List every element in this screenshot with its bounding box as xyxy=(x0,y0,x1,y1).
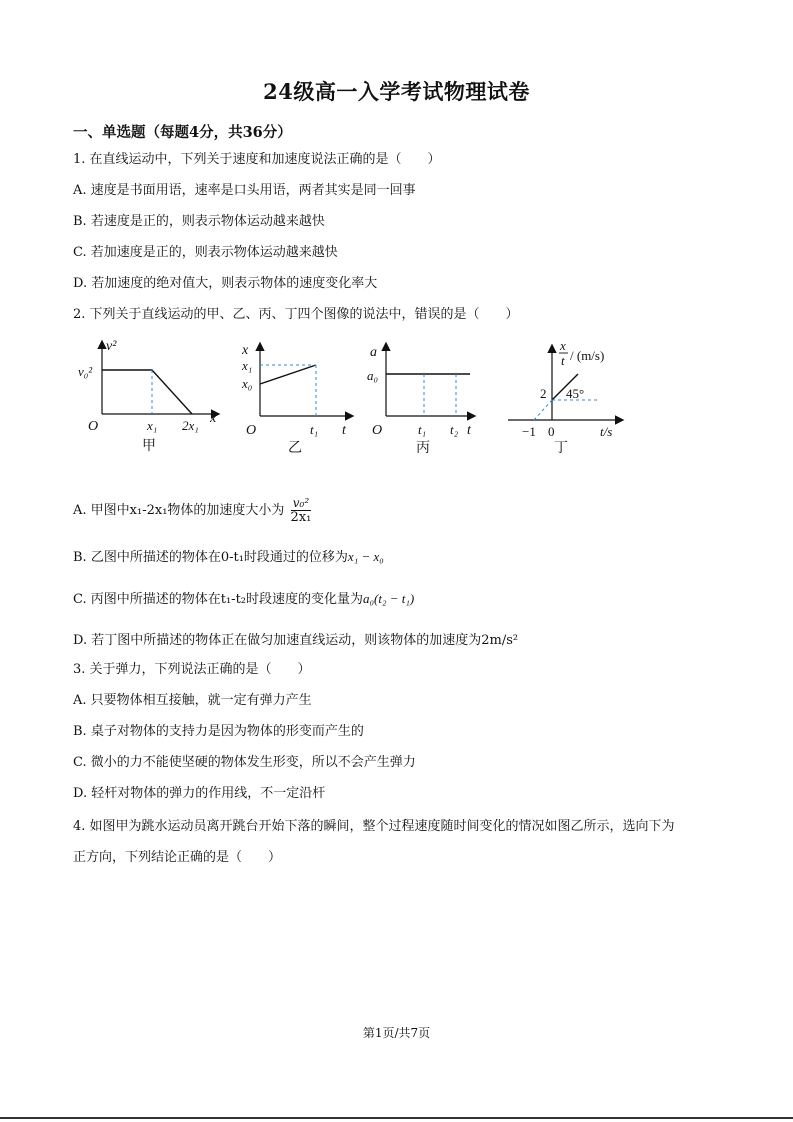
yi-caption: 乙 xyxy=(288,441,302,456)
yi-x0-label: x₀ xyxy=(242,376,253,391)
ding-zero-label: 0 xyxy=(548,424,555,439)
q2-option-c xyxy=(73,590,414,609)
jia-caption: 甲 xyxy=(142,439,156,454)
q1-option-d: D. 若加速度的绝对值大，则表示物体的速度变化率大 xyxy=(73,276,378,291)
q3-option-b: B. 桌子对物体的支持力是因为物体的形变而产生的 xyxy=(73,724,364,739)
q2-b-math: x₁ − x₀ xyxy=(347,549,384,564)
page-footer: 第1页/共7页 xyxy=(362,1026,431,1040)
ding-y-den: t xyxy=(561,353,565,368)
q2-graphs xyxy=(70,336,630,466)
q2-c-math: a₀(t₂ − t₁) xyxy=(363,591,415,606)
q3-option-d: D. 轻杆对物体的弹力的作用线，不一定沿杆 xyxy=(73,786,326,801)
q2-option-a xyxy=(73,496,311,525)
yi-origin: O xyxy=(246,423,257,438)
q3-option-a: A. 只要物体相互接触，就一定有弹力产生 xyxy=(73,693,312,708)
q4-stem-line1: 4. 如图甲为跳水运动员离开跳台开始下落的瞬间，整个过程速度随时间变化的情况如图乙所示，选向下为 xyxy=(73,819,675,834)
q2-graphs-svg xyxy=(70,336,630,466)
page-title: 24级高一入学考试物理试卷 xyxy=(263,79,530,104)
q2-a-denominator: 2x₁ xyxy=(290,510,312,525)
section-heading: 一、单选题（每题4分，共36分） xyxy=(73,124,292,141)
bottom-rule xyxy=(0,1117,793,1119)
q1-stem: 1. 在直线运动中，下列关于速度和加速度说法正确的是（ ） xyxy=(73,152,441,167)
ding-caption: 丁 xyxy=(554,441,568,456)
q2-option-b xyxy=(73,548,384,567)
q1-option-b: B. 若速度是正的，则表示物体运动越来越快 xyxy=(73,214,325,229)
ding-y-unit: / (m/s) xyxy=(570,348,605,363)
jia-2x1-label: 2x₁ xyxy=(182,418,199,433)
yi-y-label: x xyxy=(242,343,249,358)
q1-option-c: C. 若加速度是正的，则表示物体运动越来越快 xyxy=(73,245,338,260)
q2-stem: 2. 下列关于直线运动的甲、乙、丙、丁四个图像的说法中，错误的是（ ） xyxy=(73,307,519,322)
jia-origin: O xyxy=(88,419,99,434)
graph-yi xyxy=(241,343,352,456)
graph-bing xyxy=(367,344,474,456)
jia-v0sq-label: v₀² xyxy=(78,364,93,379)
bing-t1-label: t₁ xyxy=(418,422,427,437)
ding-y-num: x xyxy=(560,338,566,353)
ding-neg1-label: −1 xyxy=(522,424,536,439)
bing-t-label: t xyxy=(467,423,471,438)
graph-jia xyxy=(78,339,218,454)
jia-x1-label: x₁ xyxy=(147,418,158,433)
yi-t1-label: t₁ xyxy=(310,422,319,437)
bing-t2-label: t₂ xyxy=(450,422,459,437)
yi-x1-label: x₁ xyxy=(242,358,253,373)
jia-x-label: x xyxy=(210,411,217,426)
q2-a-fraction xyxy=(291,496,312,525)
bing-origin: O xyxy=(372,423,383,438)
q2-c-text: C. 丙图中所描述的物体在t₁-t₂时段速度的变化量为 xyxy=(73,592,364,607)
bing-a0-label: a₀ xyxy=(367,368,379,383)
q3-stem: 3. 关于弹力，下列说法正确的是（ ） xyxy=(73,662,311,677)
yi-t-label: t xyxy=(342,423,346,438)
q2-option-d: D. 若丁图中所描述的物体正在做匀加速直线运动，则该物体的加速度为2m/s² xyxy=(73,633,519,648)
q3-option-c: C. 微小的力不能使坚硬的物体发生形变，所以不会产生弹力 xyxy=(73,755,416,770)
graph-ding xyxy=(508,338,622,456)
bing-caption: 丙 xyxy=(416,441,430,456)
bing-y-label: a xyxy=(370,345,377,360)
q2-a-text: A. 甲图中x₁-2x₁物体的加速度大小为 xyxy=(73,503,285,518)
q4-stem-line2: 正方向，下列结论正确的是（ ） xyxy=(73,850,282,865)
ding-t-label: t/s xyxy=(600,424,613,439)
q2-a-numerator: v₀² xyxy=(291,496,312,511)
jia-y-label: v² xyxy=(106,339,117,354)
ding-angle-label: 45° xyxy=(566,386,585,401)
ding-2-label: 2 xyxy=(540,386,547,401)
q1-option-a: A. 速度是书面用语，速率是口头用语，两者其实是同一回事 xyxy=(73,183,416,198)
q2-b-text: B. 乙图中所描述的物体在0-t₁时段通过的位移为 xyxy=(73,550,348,565)
